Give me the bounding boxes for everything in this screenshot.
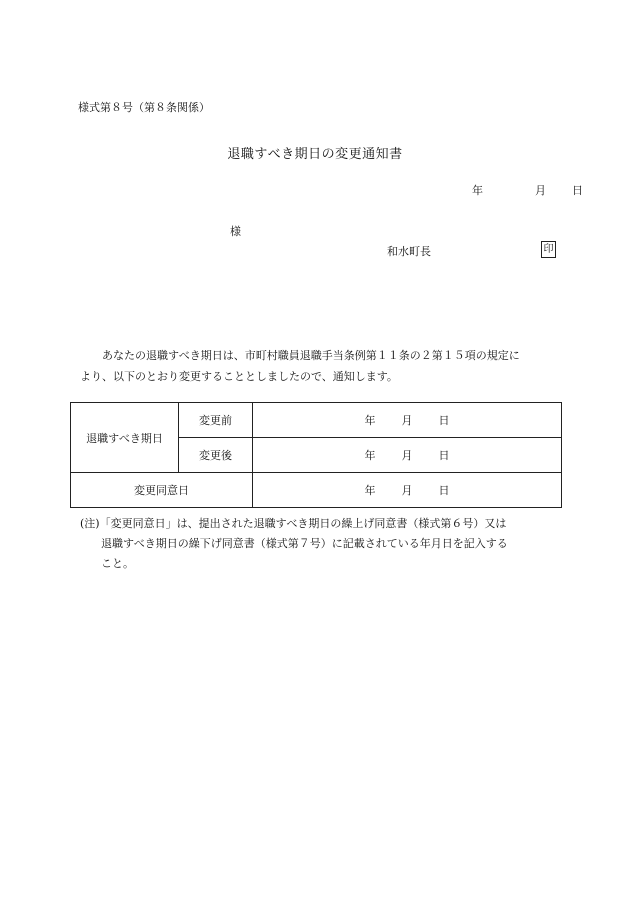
table-row-before xyxy=(71,403,562,438)
after-month: 月 xyxy=(401,449,413,462)
issue-date-month: 月 xyxy=(535,184,546,197)
notice-body-line-1: あなたの退職すべき期日は、市町村職員退職手当条例第１１条の２第１５項の規定に xyxy=(102,349,520,362)
before-day: 日 xyxy=(438,414,450,427)
sender-name: 和水町長 xyxy=(387,245,431,258)
consent-month: 月 xyxy=(401,484,413,497)
retirement-date-group-label: 退職すべき期日 xyxy=(71,403,179,473)
before-month: 月 xyxy=(401,414,413,427)
date-change-table xyxy=(70,402,562,508)
addressee-suffix: 様 xyxy=(230,225,241,238)
after-year: 年 xyxy=(364,449,376,462)
before-change-date xyxy=(253,403,562,438)
table-row-consent xyxy=(71,473,562,508)
before-change-label: 変更前 xyxy=(179,403,253,438)
document-title: 退職すべき期日の変更通知書 xyxy=(227,147,403,162)
before-year: 年 xyxy=(364,414,376,427)
footnote-line-2: 退職すべき期日の繰下げ同意書（様式第７号）に記載されている年月日を記入する xyxy=(101,537,508,550)
issue-date-day: 日 xyxy=(572,184,583,197)
seal-mark: 印 xyxy=(541,241,556,258)
footnote-line-3: こと。 xyxy=(101,557,134,570)
consent-date xyxy=(253,473,562,508)
after-change-date xyxy=(253,438,562,473)
consent-date-label: 変更同意日 xyxy=(71,473,253,508)
issue-date-year: 年 xyxy=(472,184,483,197)
notice-body xyxy=(80,345,560,387)
after-day: 日 xyxy=(438,449,450,462)
consent-day: 日 xyxy=(438,484,450,497)
after-change-label: 変更後 xyxy=(179,438,253,473)
consent-year: 年 xyxy=(364,484,376,497)
issue-date xyxy=(472,182,583,198)
footnote-line-1: (注)「変更同意日」は、提出された退職すべき期日の繰上げ同意書（様式第６号）又は xyxy=(80,517,507,530)
notice-body-line-2: より、以下のとおり変更することとしましたので、通知します。 xyxy=(80,370,398,383)
form-number: 様式第８号（第８条関係） xyxy=(78,101,210,114)
footnote xyxy=(80,514,560,574)
